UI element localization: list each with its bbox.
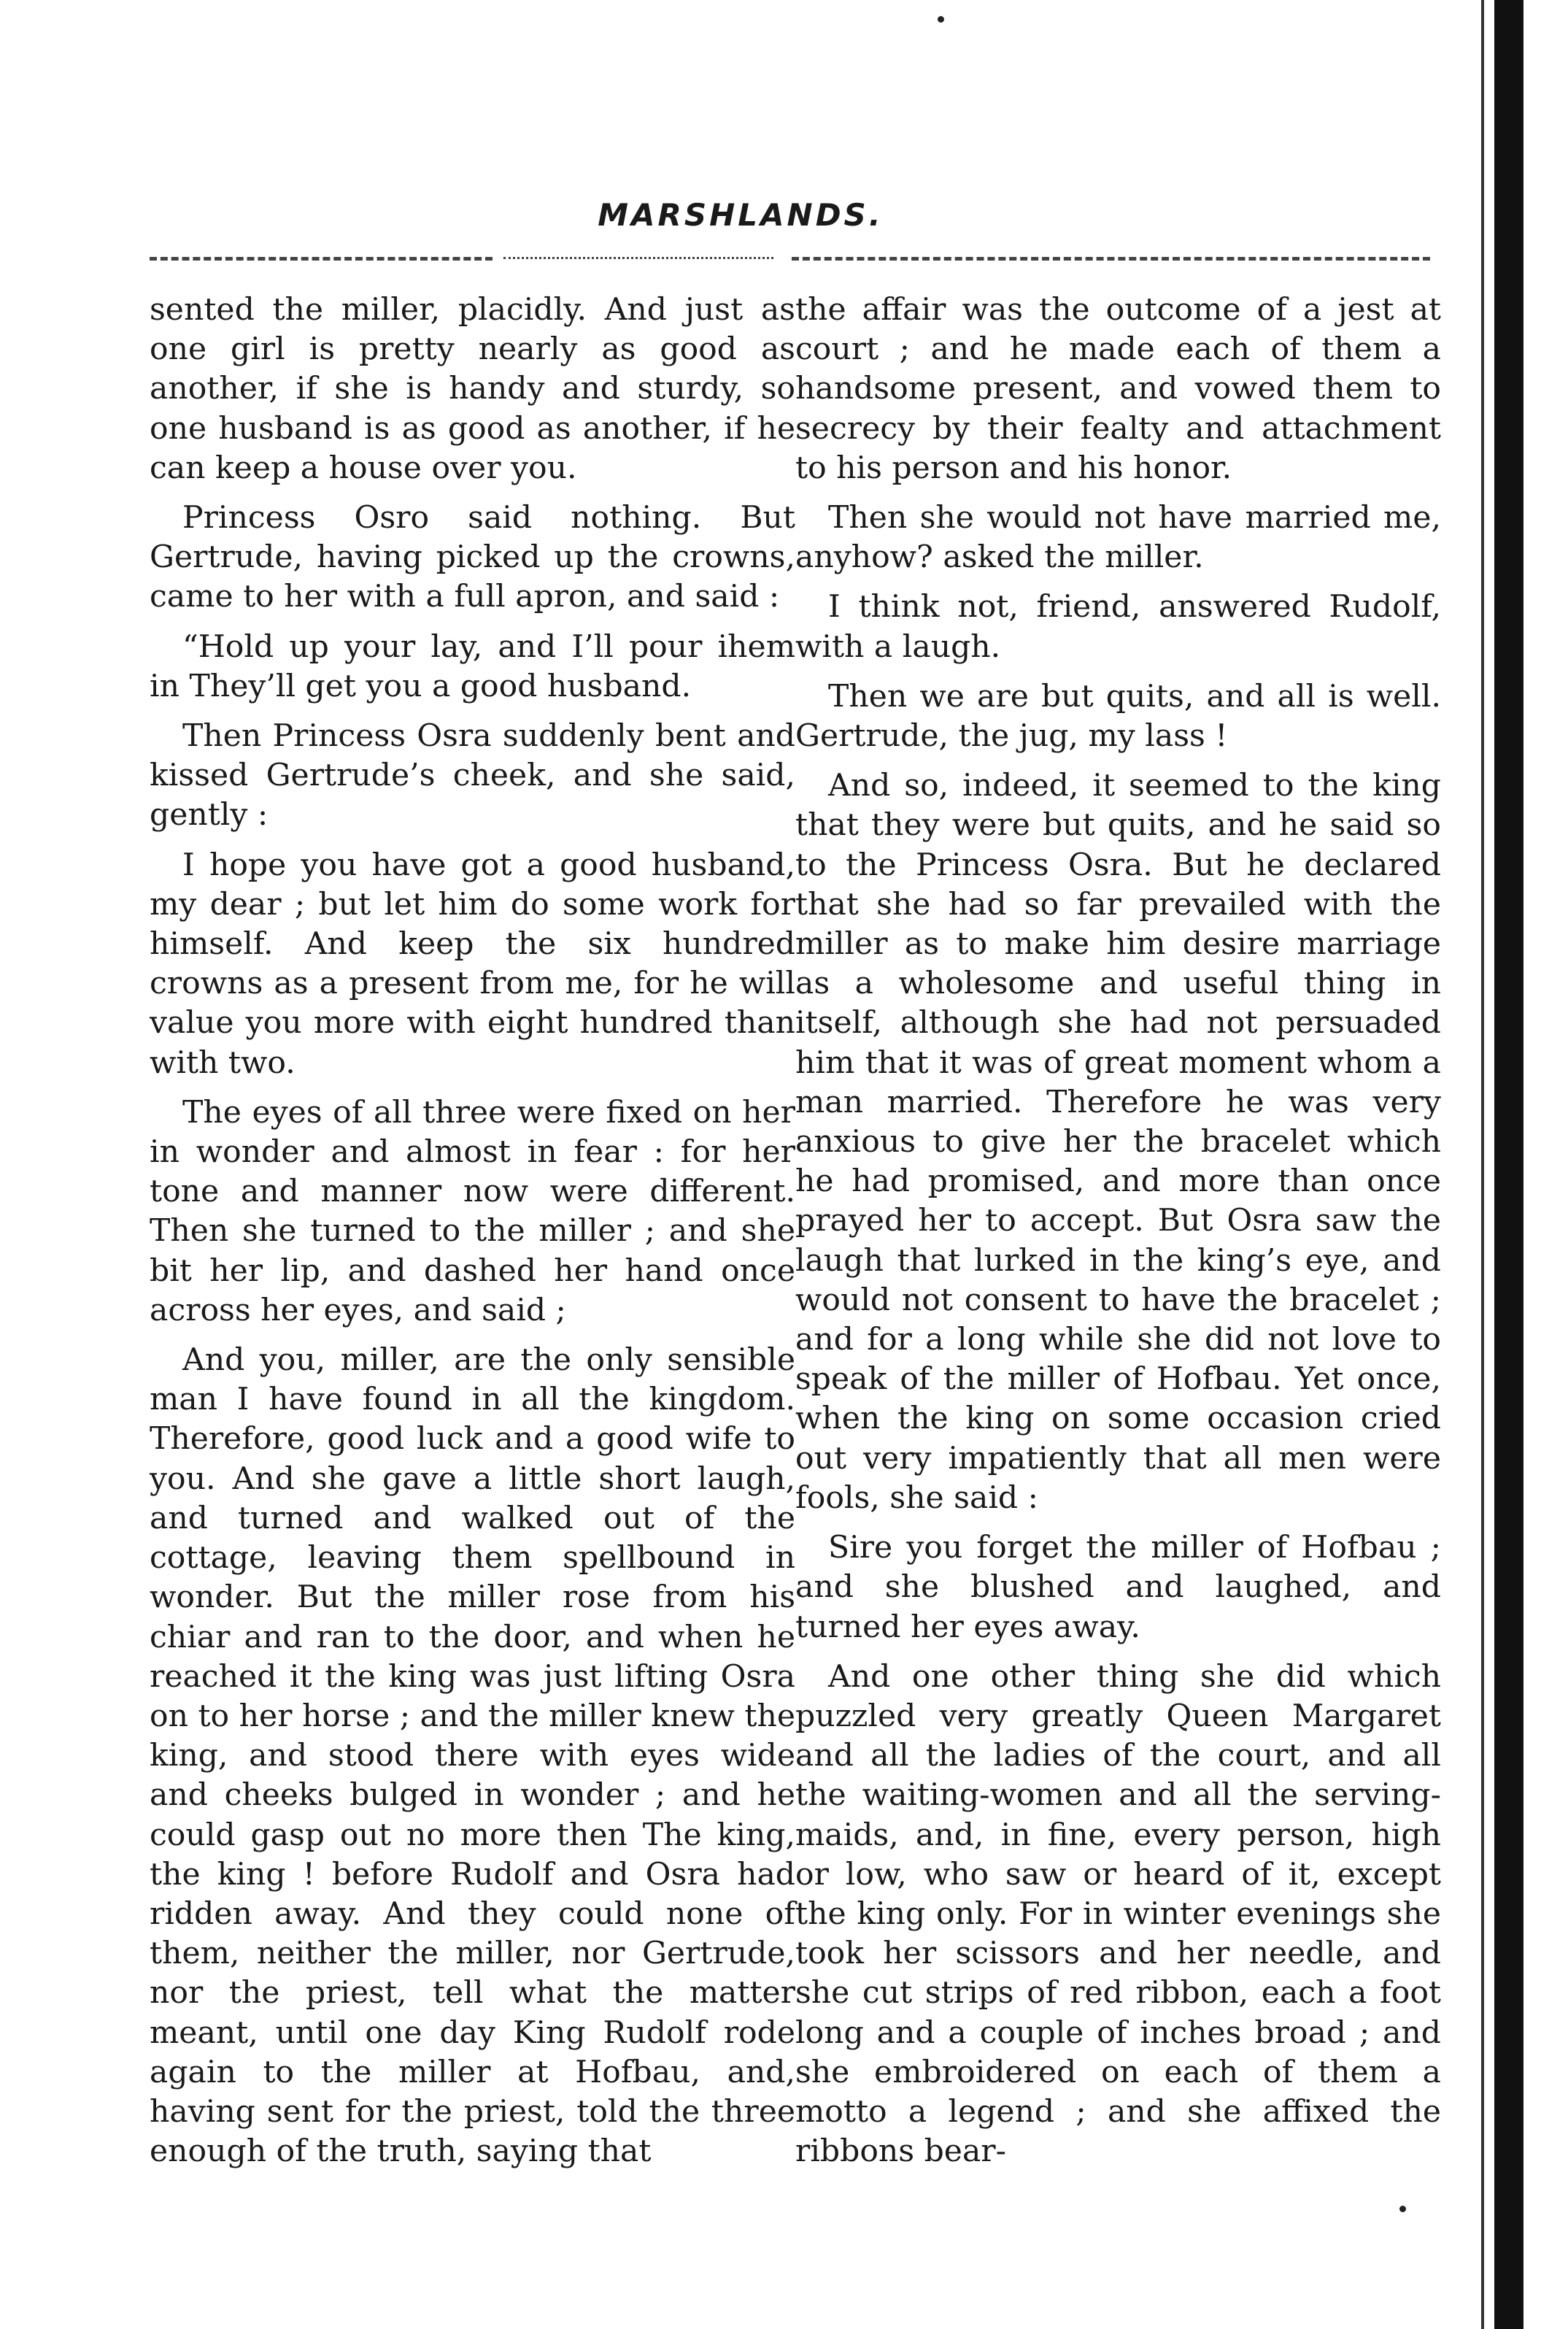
- page-edge-line: [1481, 0, 1484, 2329]
- speck-mark: [938, 16, 944, 23]
- paragraph: The eyes of all three were fixed on her in wonder and almost in fear : for her tone and manner now were different. Then she turned to the miller ; and she bit her lip, and dashed her hand once across her eyes, and said ;: [150, 1094, 795, 1328]
- right-column: [795, 290, 1441, 2182]
- speck-mark: [1399, 2206, 1406, 2212]
- paragraph: Then we are but quits, and all is well. Gertrude, the jug, my lass !: [795, 678, 1441, 755]
- paragraph: And you, miller, are the only sensible man I have found in all the kingdom. Therefore, good luck and a good wife to you. And she gave a little short laugh, and turned and walked out of the cottage, leaving them spellbound in wonder. But the miller rose from his chiar and ran to the door, and when he reached it the king was just lifting Osra on to her horse ; and the miller knew the king, and stood there with eyes wide and cheeks bulged in wonder ; and he could gasp out no more then The king, the king ! before Rudolf and Osra had ridden away. And they could none of them, neither the miller, nor Gertrude, nor the priest, tell what the matter meant, until one day King Rudolf rode again to the miller at Hofbau, and, having sent for the priest, told the three enough of the truth, saying that: [150, 1342, 795, 2170]
- left-column: [150, 290, 795, 2182]
- paragraph: Then she would not have married me, anyhow? asked the miller.: [795, 500, 1441, 576]
- paragraph: Then Princess Osra suddenly bent and kissed Gertrude’s cheek, and she said, gently :: [150, 718, 795, 834]
- paragraph: Princess Osro said nothing. But Gertrude, having picked up the crowns, came to her with a full apron, and said :: [150, 500, 795, 615]
- paragraph: “Hold up your lay, and I’ll pour ihem in They’ll get you a good husband.: [150, 628, 795, 704]
- paragraph: the affair was the outcome of a jest at court ; and he made each of them a handsome present, and vowed them to secrecy by their fealty and attachment to his person and his honor.: [795, 292, 1441, 486]
- running-header: MARSHLANDS.: [598, 197, 884, 233]
- header-rule-left: [150, 257, 493, 261]
- paragraph: Sire you forget the miller of Hofbau ; and she blushed and laughed, and turned her eyes away.: [795, 1530, 1441, 1645]
- paragraph: I hope you have got a good husband, my dear ; but let him do some work for himself. And keep the six hundred crowns as a present from me, for he will value you more with eight hundred than with two.: [150, 847, 795, 1081]
- page-edge-bar: [1494, 0, 1523, 2329]
- header-rule-middle: [503, 257, 773, 259]
- paragraph: And so, indeed, it seemed to the king that they were but quits, and he said so to the Princess Osra. But he declared that she had so far prevailed with the miller as to make him desire marriage as a wholesome and useful thing in itself, although she had not persuaded him that it was of great moment whom a man married. Therefore he was very anxious to give her the bracelet which he had promised, and more than once prayed her to accept. But Osra saw the laugh that lurked in the king’s eye, and would not consent to have the bracelet ; and for a long while she did not love to speak of the miller of Hofbau. Yet once, when the king on some occasion cried out very impatiently that all men were fools, she said :: [795, 768, 1441, 1516]
- header-rule-right: [792, 257, 1430, 261]
- paragraph: And one other thing she did which puzzled very greatly Queen Margaret and all the ladies of the court, and all the waiting-women and all the serving-maids, and, in fine, every person, high or low, who saw or heard of it, except the king only. For in winter evenings she took her scissors and her needle, and she cut strips of red ribbon, each a foot long and a couple of inches broad ; and she embroidered on each of them a motto a legend ; and she affixed the ribbons bear-: [795, 1658, 1441, 2170]
- paragraph: sented the miller, placidly. And just as one girl is pretty nearly as good as another, if she is handy and sturdy, so one husband is as good as another, if he can keep a house over you.: [150, 292, 795, 486]
- paragraph: I think not, friend, answered Rudolf, with a laugh.: [795, 589, 1441, 665]
